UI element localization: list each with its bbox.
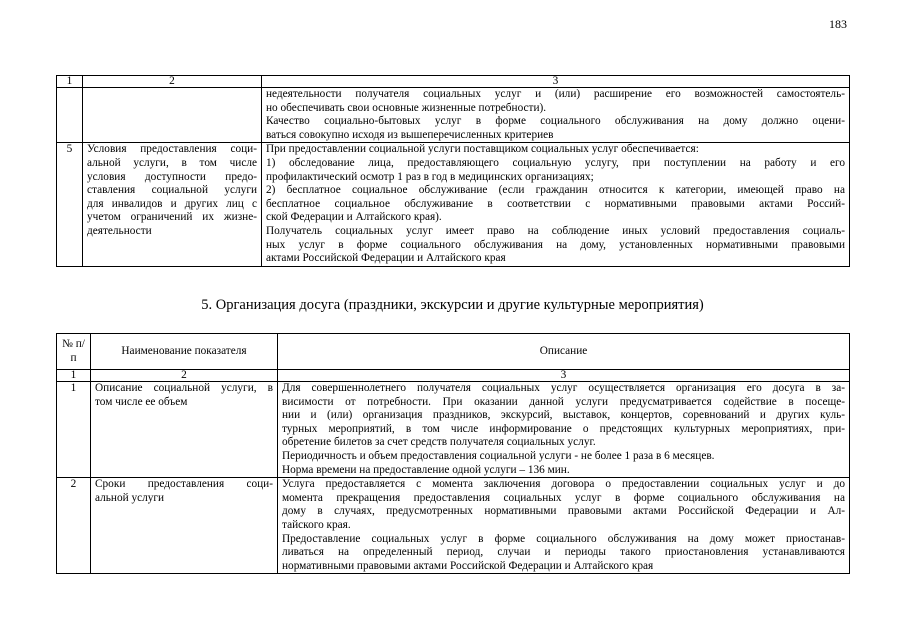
text-line: Услуга предоставляется с момента заключения договора о предоставлении социальных услуг и до	[282, 478, 845, 491]
text-line: Описание социальной услуги, в	[95, 382, 273, 394]
text-line: ставления социальной услуги	[87, 184, 257, 197]
text-line: 2) бесплатное социальное обслуживание (если гражданин относится к категории, имеющей право на	[266, 184, 845, 197]
table-row	[57, 88, 850, 143]
text-line: 1) обследование лица, предоставляющего социальную услугу, при поступлении на работу и его	[266, 156, 845, 169]
column-number-row	[57, 370, 850, 382]
text-line: нормативными правовыми актами Российской Федерации и Алтайского края	[282, 559, 654, 572]
row-name	[91, 382, 278, 478]
column-number: 1	[57, 370, 91, 382]
text-line: висимости от потребности. При оказании данной услуги предусматривается содействие в посеще-	[282, 395, 845, 408]
text-line: турных мероприятий, в том числе информирование о предстоящих культурных мероприятиях, при-	[282, 422, 845, 435]
text-line: условия доступности предо-	[87, 170, 257, 183]
header-number: № п/п	[57, 334, 91, 370]
text-line: нии и (или) организация праздников, экскурсий, выставок, концертов, соревнований и других куль-	[282, 409, 845, 422]
row-description	[262, 143, 850, 266]
header-row	[57, 334, 850, 370]
header-indicator: Наименование показателя	[91, 334, 278, 370]
column-number-row	[57, 76, 850, 88]
row-name	[83, 143, 262, 266]
row-number: 1	[57, 382, 91, 478]
text-line: тайского края.	[282, 518, 351, 531]
page-number: 183	[829, 17, 847, 31]
header-description: Описание	[278, 334, 850, 370]
column-number: 1	[57, 76, 83, 88]
text-line: обретение билетов за счет средств получателя социальных услуг.	[282, 436, 596, 449]
text-line: Условия предоставления соци-	[87, 143, 257, 156]
text-line: момента прекращения предоставления социальных услуг в форме социального обслуживания на	[282, 491, 845, 504]
text-line: ваться совокупно исходя из вышеперечисленных критериев	[266, 128, 554, 141]
text-line: Норма времени на предоставление одной услуги – 136 мин.	[282, 463, 570, 476]
text-line: профилактический осмотр 1 раз в год в медицинских организациях;	[266, 170, 594, 183]
text-line: недеятельности получателя социальных услуг и (или) расширение его возможностей самостоятель-	[266, 88, 845, 100]
table-row	[57, 143, 850, 266]
text-line: ской Федерации и Алтайского края).	[266, 211, 442, 224]
text-line: деятельности	[87, 224, 152, 237]
column-number: 2	[83, 76, 262, 88]
text-line: альной услуги, в том числе	[87, 156, 257, 169]
row-number: 2	[57, 478, 91, 574]
table-leisure	[56, 333, 850, 574]
text-line: актами Российской Федерации и Алтайского края	[266, 252, 506, 265]
table-row	[57, 382, 850, 478]
text-line: учетом ограничений их жизне-	[87, 211, 257, 224]
text-line: для инвалидов и других лиц с	[87, 197, 257, 210]
text-line: Предоставление социальных услуг в форме социального обслуживания на дому может приостанав-	[282, 532, 845, 545]
text-line: Качество социально-бытовых услуг в форме социального обслуживания на дому должно оцени-	[266, 115, 845, 128]
row-name	[83, 88, 262, 143]
column-number: 3	[278, 370, 850, 382]
table-row	[57, 478, 850, 574]
text-line: альной услуги	[95, 491, 165, 504]
text-line: Для совершеннолетнего получателя социальных услуг осуществляется организация его досуга в за-	[282, 382, 845, 394]
text-line: бесплатное социальное обслуживание в соответствии с нормативными правовыми актами Россий-	[266, 197, 845, 210]
section-title: 5. Организация досуга (праздники, экскурсии и другие культурные мероприятия)	[201, 297, 704, 313]
text-line: При предоставлении социальной услуги поставщиком социальных услуг обеспечивается:	[266, 143, 699, 156]
table-continued	[56, 75, 850, 267]
column-number: 3	[262, 76, 850, 88]
row-name	[91, 478, 278, 574]
text-line: но обеспечивать свои основные жизненные потребности).	[266, 101, 547, 114]
text-line: ных услуг в форме социального обслуживания на дому, установленных нормативными правовыми	[266, 238, 845, 251]
row-description	[278, 478, 850, 574]
text-line: Сроки предоставления соци-	[95, 478, 273, 491]
row-number	[57, 88, 83, 143]
row-number: 5	[57, 143, 83, 266]
column-number: 2	[91, 370, 278, 382]
text-line: Периодичность и объем предоставления социальной услуги - не более 1 раза в 6 месяцев.	[282, 449, 715, 462]
text-line: дому в случаях, предусмотренных нормативными правовыми актами Российской Федерации и Ал-	[282, 505, 845, 518]
text-line: Получатель социальных услуг имеет право на соблюдение иных условий предоставления социаль-	[266, 224, 845, 237]
text-line: ливаться на определенный период, случаи и периоды такого приостановления устанавливаются	[282, 546, 845, 559]
text-line: том числе ее объем	[95, 395, 188, 408]
row-description	[278, 382, 850, 478]
row-description	[262, 88, 850, 143]
